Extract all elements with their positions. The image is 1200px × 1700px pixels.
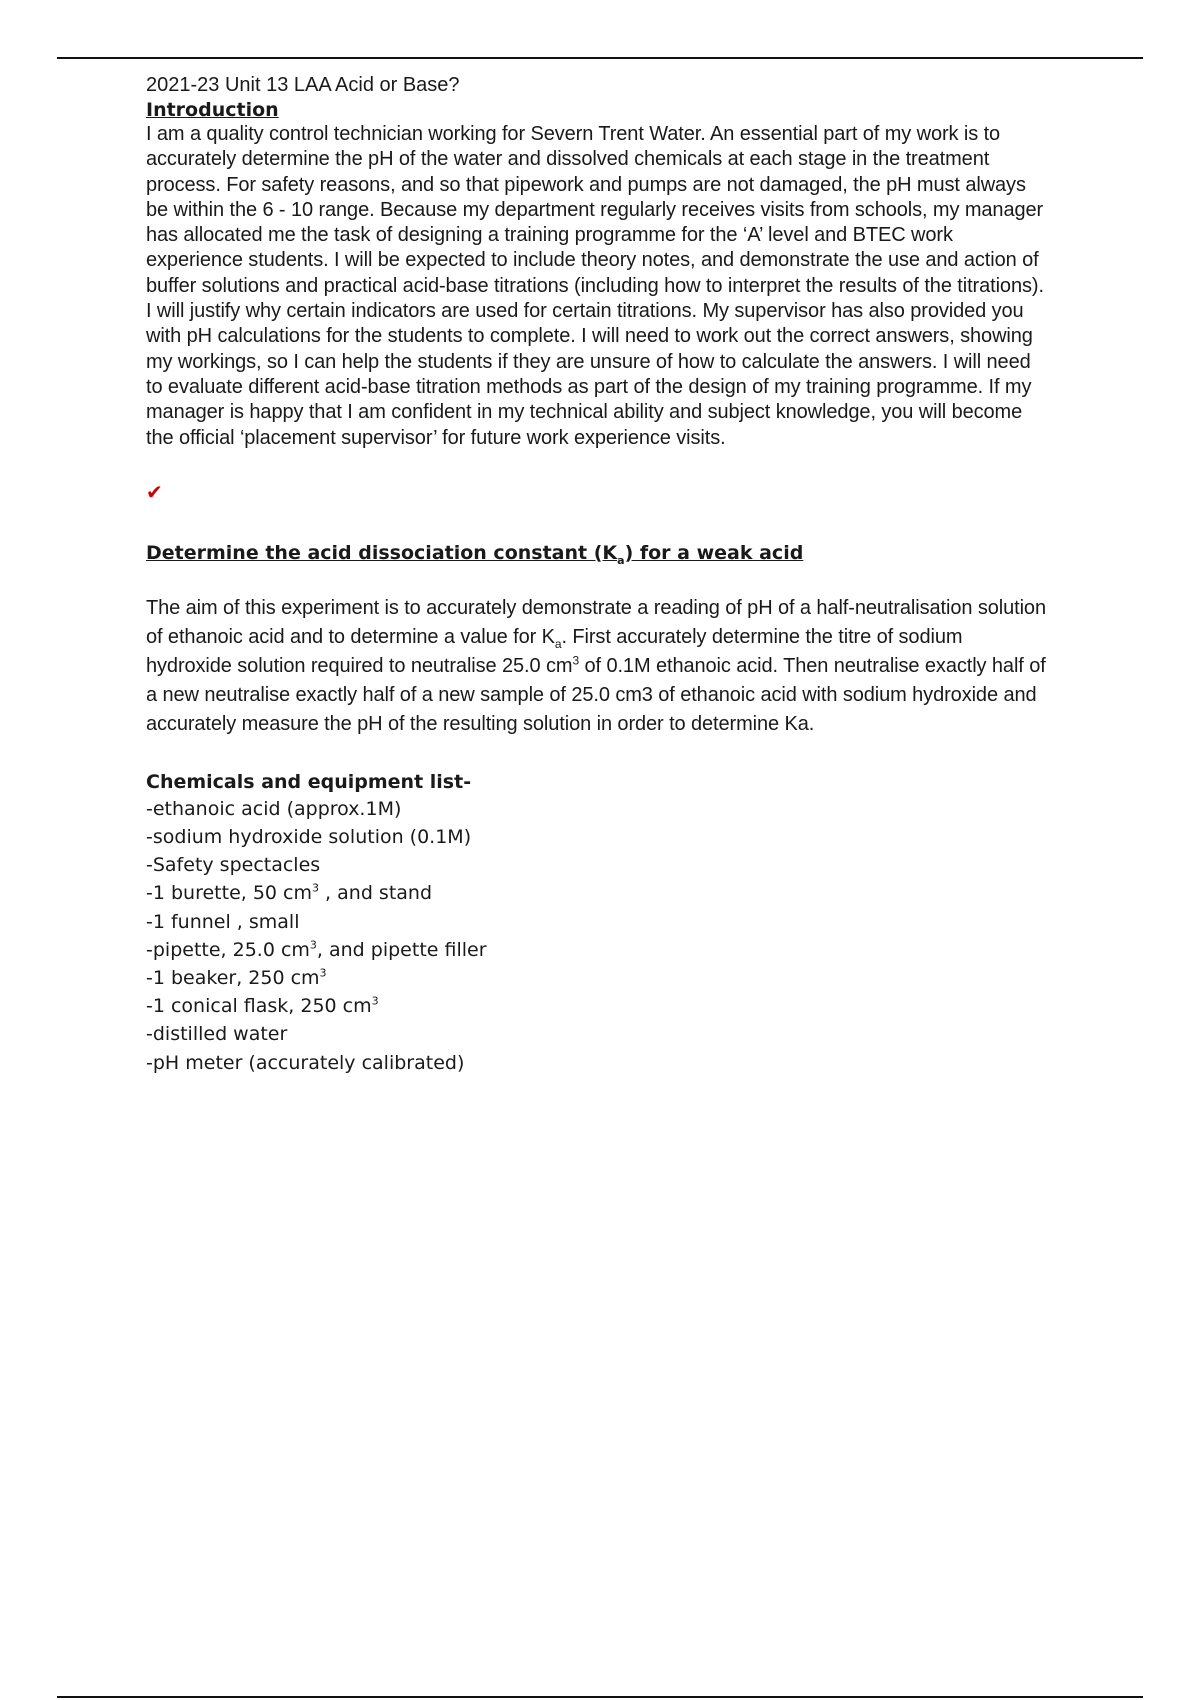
list-item: [146, 936, 1046, 964]
aim-part-3: of 0.1M ethanoic acid. Then neutralise exactly half of a new neutralise exactly half of a new sample of 25.0 cm3 of ethanoic acid with sodium hydroxide and accurately measure the pH of the resulting solution in order to determine Ka.: [146, 654, 1046, 735]
document-page: [146, 72, 1046, 1077]
aim-part-2: . First accurately determine the titre of sodium hydroxide solution required to neutralise 25.0 cm: [146, 625, 963, 677]
list-item: [146, 908, 1046, 936]
list-item-text: -1 conical flask, 250 cm: [146, 995, 372, 1018]
experiment-heading-sub: a: [617, 553, 625, 567]
experiment-heading-pre: Determine the acid dissociation constant (K: [146, 541, 618, 564]
list-item: [146, 992, 1046, 1020]
list-item: [146, 851, 1046, 879]
list-item-sup: 3: [319, 966, 327, 980]
list-item-after: , and pipette filler: [316, 938, 487, 961]
experiment-heading-post: ) for a weak acid: [624, 541, 804, 564]
list-item: [146, 823, 1046, 851]
list-item-text: -pipette, 25.0 cm: [146, 938, 310, 961]
equipment-list: [146, 795, 1046, 1077]
list-item-after: , and stand: [319, 882, 433, 905]
introduction-heading: Introduction: [146, 99, 279, 121]
top-rule: [57, 57, 1143, 59]
list-item-text: -1 beaker, 250 cm: [146, 967, 320, 990]
list-item-text: -pH meter (accurately calibrated): [146, 1051, 465, 1074]
list-item-text: -distilled water: [146, 1023, 288, 1046]
list-item-text: -1 funnel , small: [146, 910, 300, 933]
list-item-text: -1 burette, 50 cm: [146, 882, 313, 905]
list-item-sup: 3: [312, 882, 320, 896]
list-item: [146, 795, 1046, 823]
list-item: [146, 964, 1046, 992]
aim-sup: 3: [572, 653, 580, 668]
aim-paragraph: [146, 594, 1046, 739]
list-item-sup: 3: [309, 938, 317, 952]
list-item-text: -ethanoic acid (approx.1M): [146, 797, 402, 820]
list-item-sup: 3: [371, 994, 379, 1008]
list-item-text: -Safety spectacles: [146, 854, 321, 877]
aim-sub: a: [554, 636, 562, 651]
list-item: [146, 1020, 1046, 1048]
equipment-heading: Chemicals and equipment list-: [146, 770, 472, 793]
introduction-paragraph: I am a quality control technician working for Severn Trent Water. An essential part of my work is to accurately determine the pH of the water and dissolved chemicals at each stage in the treatment process. For safety reasons, and so that pipework and pumps are not damaged, the pH must always be within the 6 - 10 range. Because my department regularly receives visits from schools, my manager has allocated me the task of designing a training programme for the ‘A’ level and BTEC work experience students. I will be expected to include theory notes, and demonstrate the use and action of buffer solutions and practical acid-base titrations (including how to interpret the results of the titrations). I will justify why certain indicators are used for certain titrations. My supervisor has also provided you with pH calculations for the students to complete. I will need to work out the correct answers, showing my workings, so I can help the students if they are unsure of how to calculate the answers. I will need to evaluate different acid-base titration methods as part of the design of my training programme. If my manager is happy that I am confident in my technical ability and subject knowledge, you will become the official ‘placement supervisor’ for future work experience visits.: [146, 123, 1044, 449]
aim-part-1: The aim of this experiment is to accurately demonstrate a reading of pH of a half-neutralisation solution of ethanoic acid and to determine a value for K: [146, 596, 1046, 648]
check-mark-icon: ✔: [146, 481, 163, 504]
list-item-text: -sodium hydroxide solution (0.1M): [146, 826, 472, 849]
list-item: [146, 879, 1046, 907]
bottom-rule: [57, 1696, 1143, 1698]
document-header: 2021-23 Unit 13 LAA Acid or Base?: [146, 74, 460, 96]
experiment-heading: [146, 540, 1046, 566]
list-item: [146, 1049, 1046, 1077]
